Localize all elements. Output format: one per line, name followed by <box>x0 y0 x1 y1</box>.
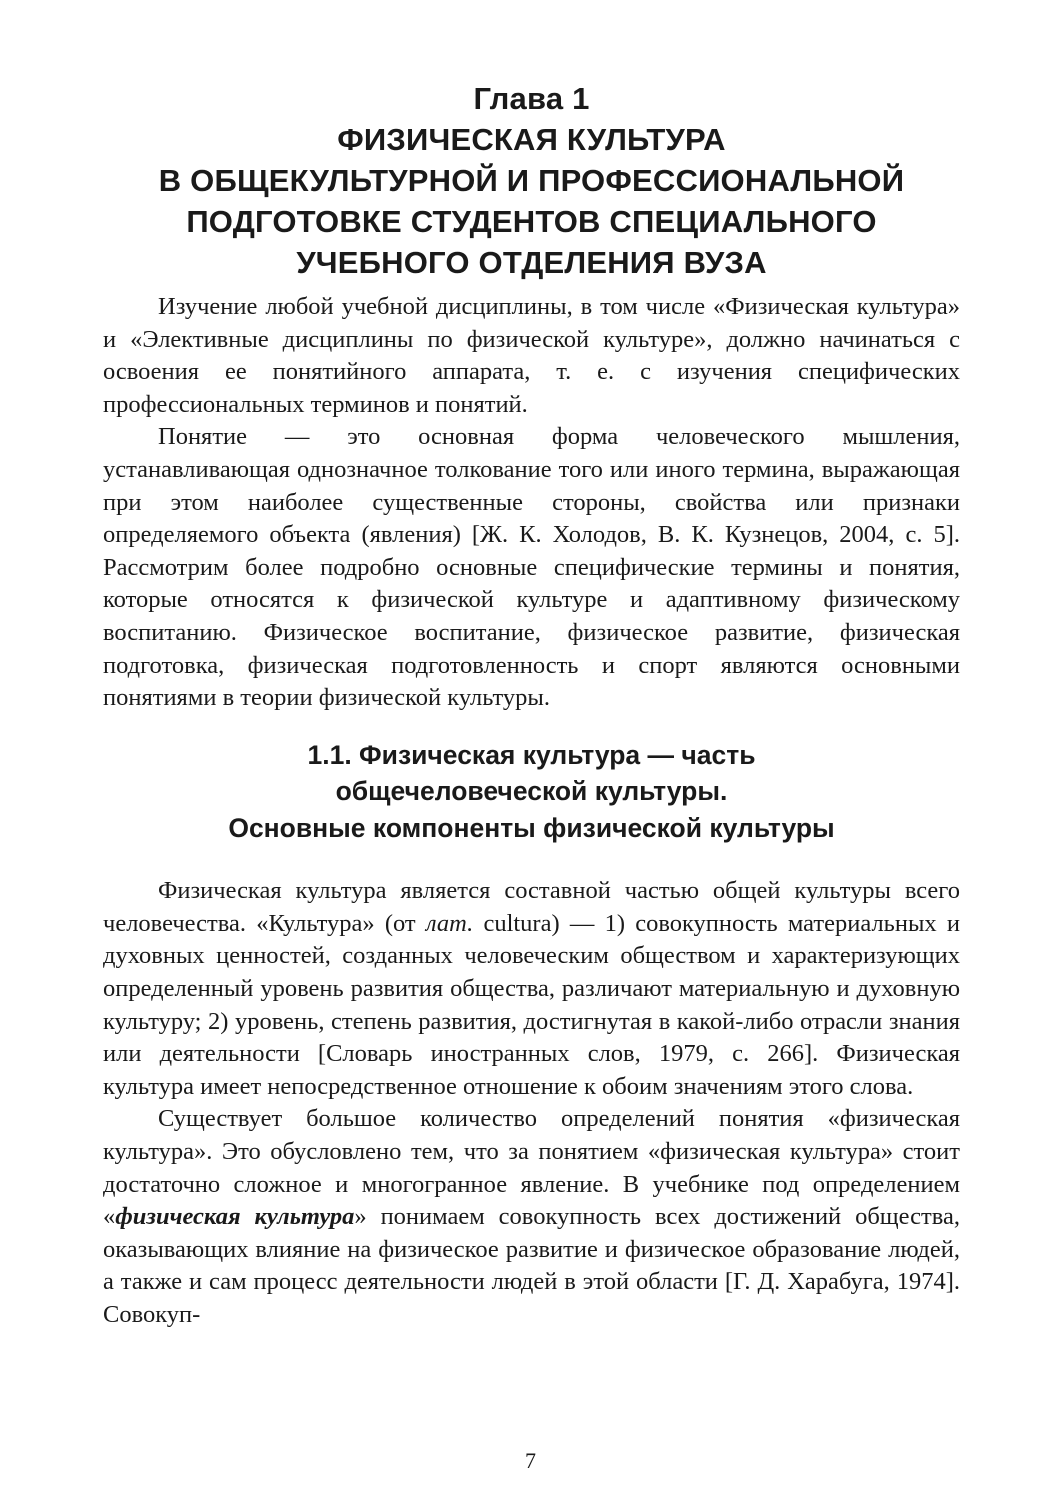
defined-term: физическая культура <box>115 1203 355 1231</box>
page-content <box>103 78 960 1332</box>
body-paragraph-2 <box>103 1103 960 1331</box>
section-title-line-1: 1.1. Физическая культура — часть <box>307 739 756 770</box>
body-paragraph-2-text-b: » понимаем совокупность всех достижений общества, оказывающих влияние на физическое развитие и физическое образование людей, а также и сам процесс деятельности людей в этой области [Г. Д. Харабуга, 1974]. Совокуп- <box>103 1203 960 1328</box>
section-heading <box>103 737 960 847</box>
body-paragraph-2-text-a: Существует большое количество определений понятия «физическая культура». Это обусловлено тем, что за понятием «физическая культура» стоит достаточно сложное и многогранное явление. В учебнике под определением « <box>103 1105 960 1231</box>
chapter-title-line-4: УЧЕБНОГО ОТДЕЛЕНИЯ ВУЗА <box>296 245 767 280</box>
section-title-line-3: Основные компоненты физической культуры <box>228 812 835 843</box>
chapter-title-line-2: В ОБЩЕКУЛЬТУРНОЙ И ПРОФЕССИОНАЛЬНОЙ <box>158 163 905 198</box>
body-paragraph-1 <box>103 875 960 1103</box>
intro-paragraph-1: Изучение любой учебной дисциплины, в том числе «Физическая культура» и «Элективные дисциплины по физической культуре», должно начинаться с освоения ее понятийного аппарата, т. е. с изучения специфических профессиональных терминов и понятий. <box>103 293 960 418</box>
latin-abbreviation: лат. <box>425 909 474 937</box>
chapter-number: Глава 1 <box>473 81 590 116</box>
chapter-title-line-3: ПОДГОТОВКЕ СТУДЕНТОВ СПЕЦИАЛЬНОГО <box>186 204 877 239</box>
page-number: 7 <box>525 1448 536 1473</box>
chapter-heading <box>103 78 960 283</box>
body-paragraph-1-text-a: Физическая культура является составной частью общей культуры всего человечества. «Культура» (от <box>103 877 960 937</box>
section-title-line-2: общечеловеческой культуры. <box>335 776 728 807</box>
intro-paragraph-2: Понятие — это основная форма человеческого мышления, устанавливающая однозначное толкование того или иного термина, выражающая при этом наиболее существенные стороны, свойства или признаки определяемого объекта (явления) [Ж. К. Холодов, В. К. Кузнецов, 2004, с. 5]. Рассмотрим более подробно основные специфические термины и понятия, которые относятся к физической культуре и адаптивному физическому воспитанию. Физическое воспитание, физическое развитие, физическая подготовка, физическая подготовленность и спорт являются основными понятиями в теории физической культуры. <box>103 423 960 712</box>
body-paragraph-1-text-b: cultura) — 1) совокупность материальных и духовных ценностей, созданных человеческим обществом и характеризующих определенный уровень развития общества, различают материальную и духовную культуру; 2) уровень, степень развития, достигнутая в какой-либо отрасли знания или деятельности [Словарь иностранных слов, 1979, с. 266]. Физическая культура имеет непосредственное отношение к обоим значениям этого слова. <box>103 909 961 1100</box>
chapter-title-line-1: ФИЗИЧЕСКАЯ КУЛЬТУРА <box>337 122 726 157</box>
